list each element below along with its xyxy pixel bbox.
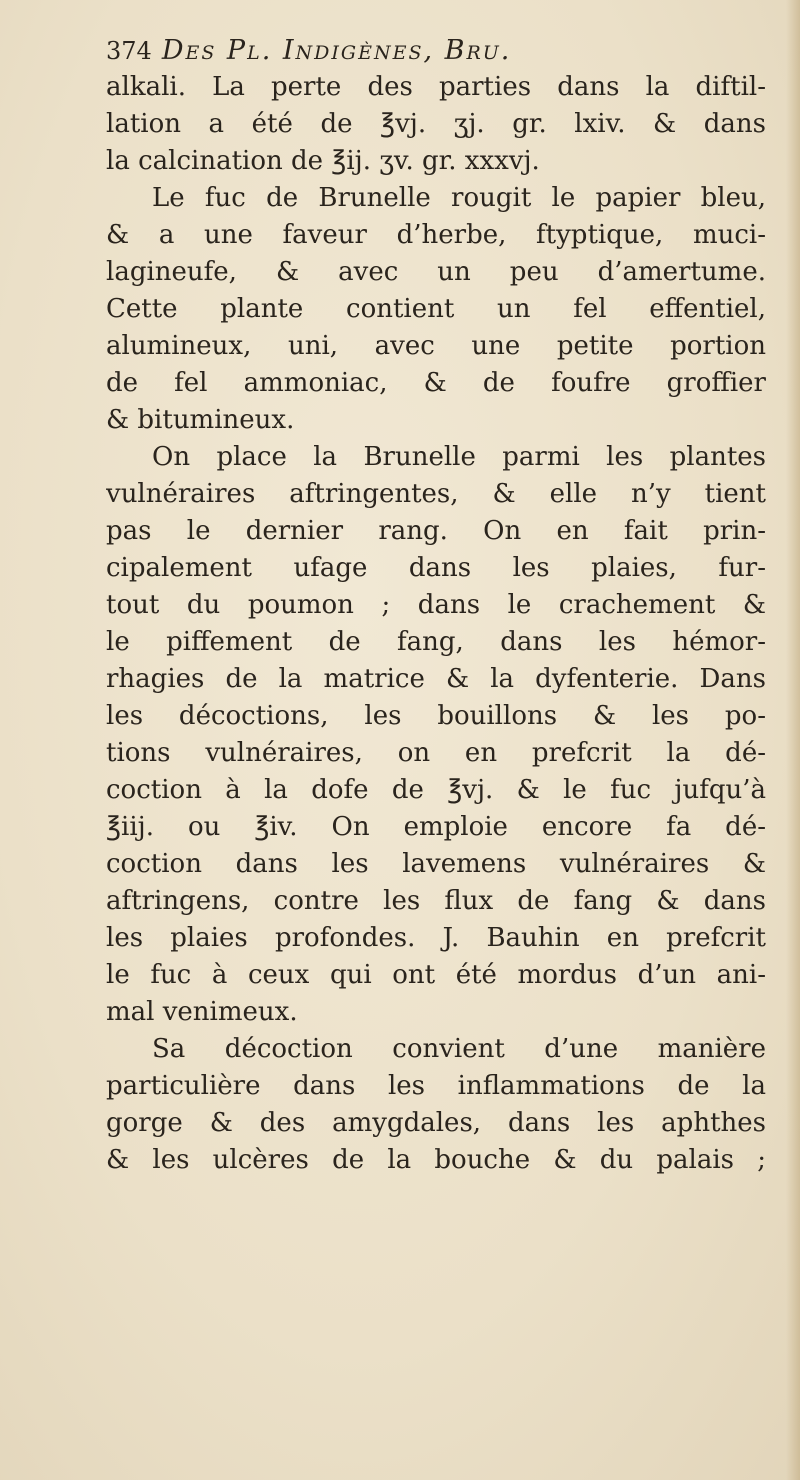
text-line: & bitumineux. bbox=[106, 405, 295, 435]
text-line: les plaies profondes. J. Bauhin en prefcrit bbox=[106, 923, 766, 953]
text-line: alkali. La perte des parties dans la diftil- bbox=[106, 72, 766, 102]
text-line: & les ulcères de la bouche & du palais ; bbox=[106, 1145, 766, 1175]
text-line: Sa décoction convient d’une manière bbox=[152, 1034, 766, 1064]
text-line: la calcination de ℥ij. ʒv. gr. xxxvj. bbox=[106, 146, 540, 176]
page-header bbox=[106, 32, 766, 69]
text-line: Le fuc de Brunelle rougit le papier bleu, bbox=[152, 183, 766, 213]
text-line: vulnéraires aftringentes, & elle n’y tient bbox=[106, 479, 766, 509]
text-line: pas le dernier rang. On en fait prin- bbox=[106, 516, 766, 546]
text-line: Cette plante contient un fel effentiel, bbox=[106, 294, 766, 324]
text-line: lation a été de ℥vj. ʒj. gr. lxiv. & dans bbox=[106, 109, 766, 139]
text-line: alumineux, uni, avec une petite portion bbox=[106, 331, 766, 361]
text-line: On place la Brunelle parmi les plantes bbox=[152, 442, 766, 472]
text-line: de fel ammoniac, & de foufre groffier bbox=[106, 368, 766, 398]
page-number: 374 bbox=[106, 37, 152, 65]
text-line: ℥iij. ou ℥iv. On emploie encore fa dé- bbox=[106, 812, 766, 842]
text-line: tions vulnéraires, on en prefcrit la dé- bbox=[106, 738, 766, 768]
text-line: le fuc à ceux qui ont été mordus d’un ani- bbox=[106, 960, 766, 990]
text-line: le piffement de fang, dans les hémor- bbox=[106, 627, 766, 657]
text-line: gorge & des amygdales, dans les aphthes bbox=[106, 1108, 766, 1138]
text-line: tout du poumon ; dans le crachement & bbox=[106, 590, 766, 620]
text-line: coction à la dofe de ℥vj. & le fuc jufqu’à bbox=[106, 775, 766, 805]
text-line: coction dans les lavemens vulnéraires & bbox=[106, 849, 766, 879]
text-line: & a une faveur d’herbe, ftyptique, muci- bbox=[106, 220, 766, 250]
text-line: aftringens, contre les flux de fang & dans bbox=[106, 886, 766, 916]
text-line: mal venimeux. bbox=[106, 997, 298, 1027]
text-line: lagineufe, & avec un peu d’amertume. bbox=[106, 257, 766, 287]
text-line: particulière dans les inflammations de la bbox=[106, 1071, 766, 1101]
page-edge-shadow bbox=[786, 0, 800, 1480]
text-line: les décoctions, les bouillons & les po- bbox=[106, 701, 766, 731]
body-text bbox=[106, 69, 766, 1179]
page-text bbox=[106, 32, 766, 1179]
running-head: Des Pl. Indigènes, Bru. bbox=[161, 35, 512, 66]
text-line: rhagies de la matrice & la dyfenterie. Dans bbox=[106, 664, 766, 694]
text-line: cipalement ufage dans les plaies, fur- bbox=[106, 553, 766, 583]
